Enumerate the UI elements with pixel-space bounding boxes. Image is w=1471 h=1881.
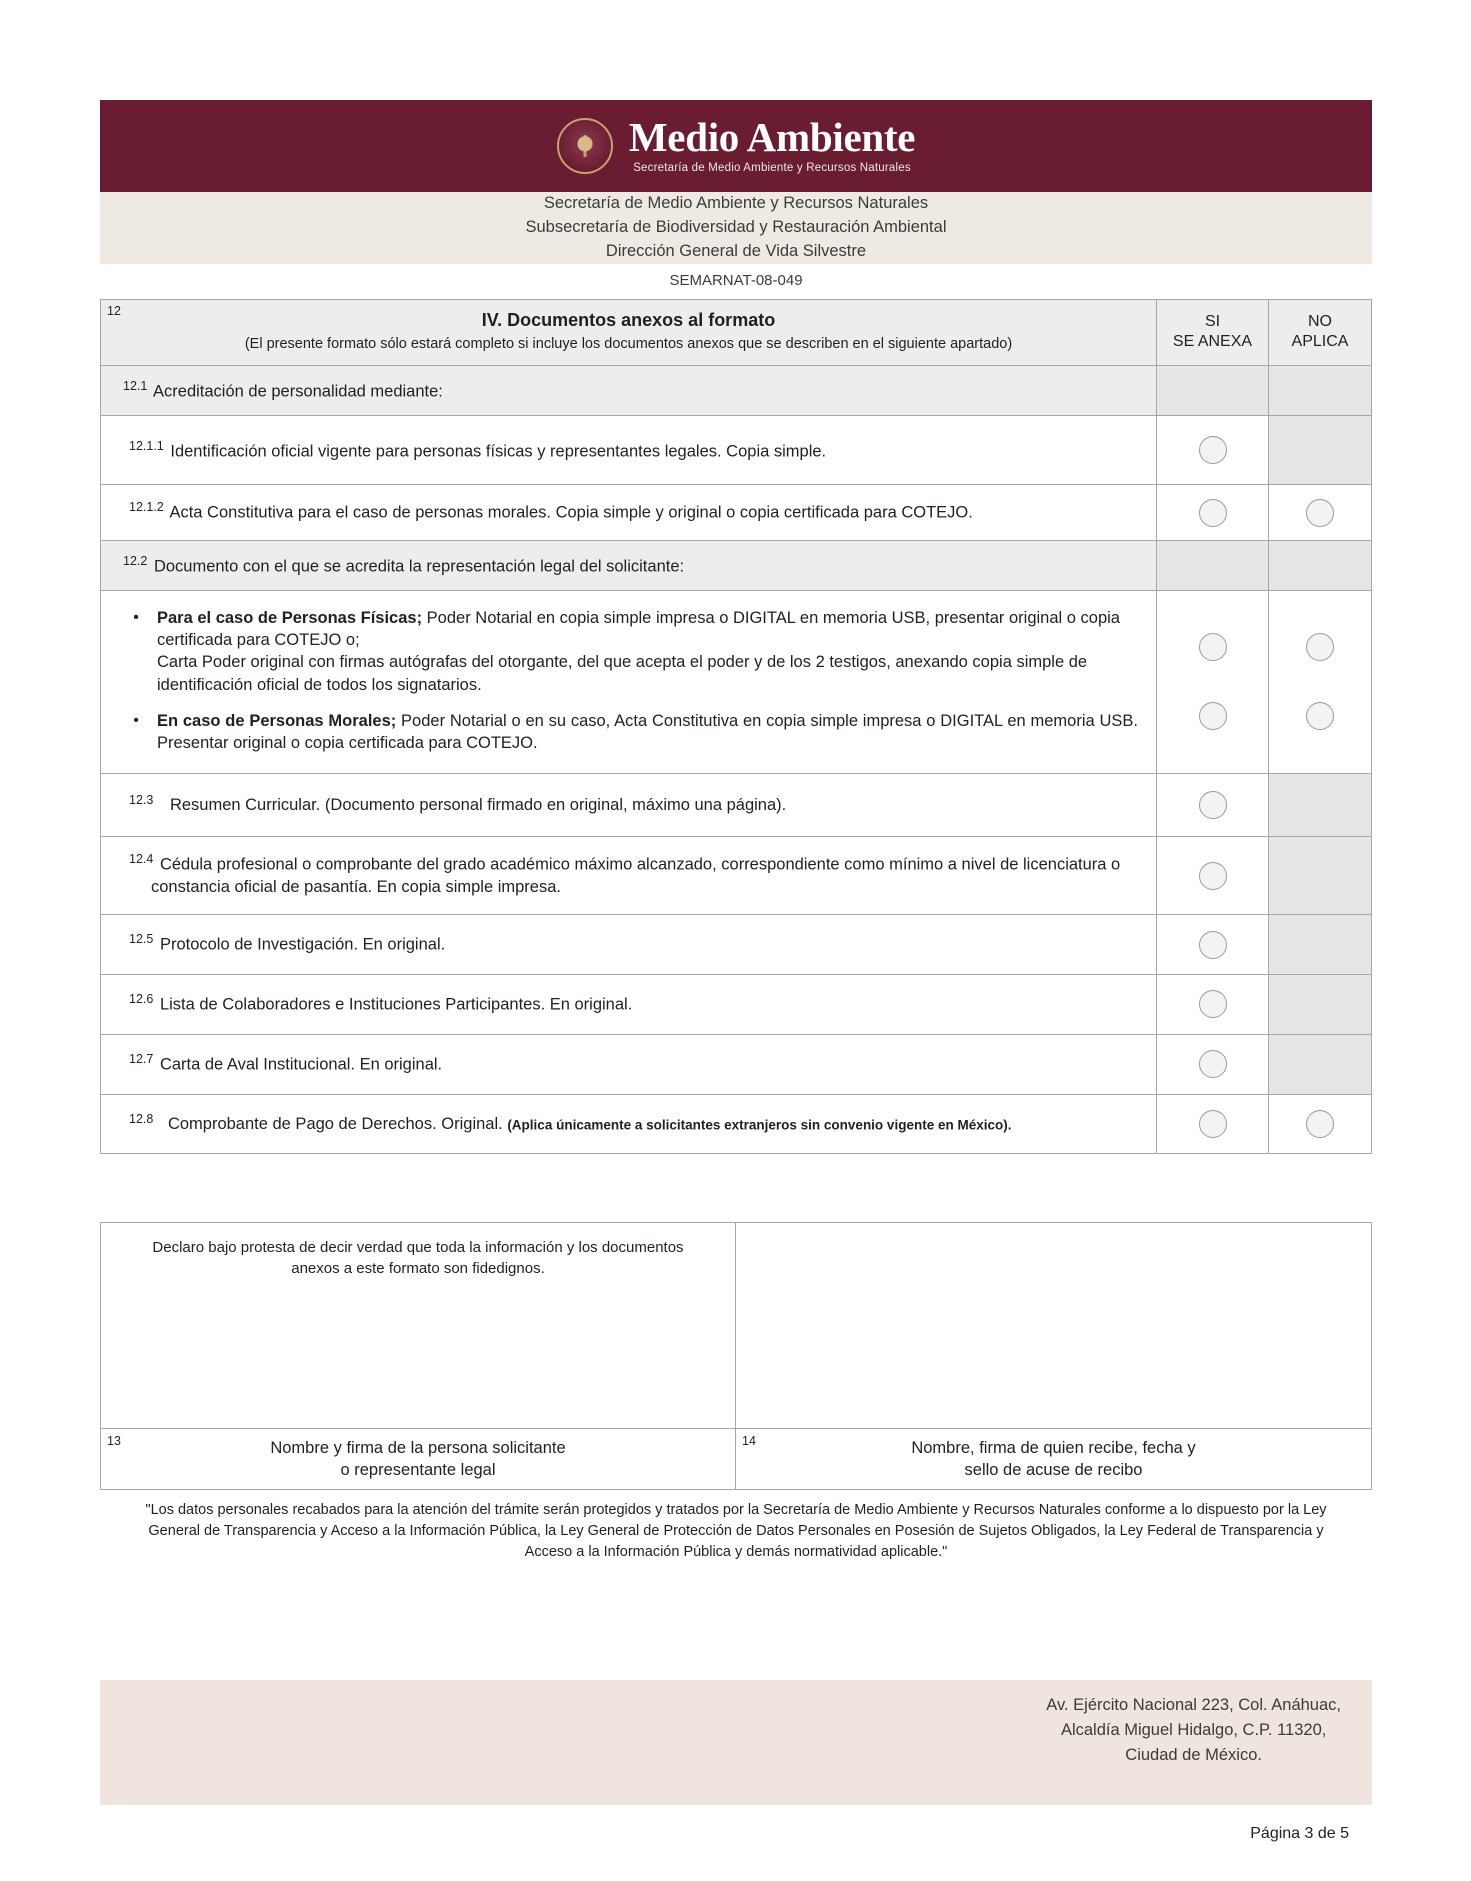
representation-bullet-list <box>129 605 1138 759</box>
row-12-6-label: Lista de Colaboradores e Instituciones Participantes. En original. <box>159 995 633 1014</box>
row-12-4-number: 12.4 <box>129 852 154 867</box>
checkbox-circle[interactable] <box>1199 791 1227 819</box>
checkbox-circle[interactable] <box>1306 633 1334 661</box>
field-number-14: 14 <box>742 1434 756 1448</box>
column-header-no <box>1268 300 1371 365</box>
table-row <box>101 591 1371 774</box>
checkbox-circle[interactable] <box>1199 499 1227 527</box>
table-row <box>101 774 1371 838</box>
representation-yes-cell[interactable] <box>1156 591 1268 773</box>
signature-label-receiver <box>736 1428 1371 1489</box>
row-12-1-2-yes-cell[interactable] <box>1156 485 1268 540</box>
table-row <box>101 975 1371 1035</box>
row-12-5-label: Protocolo de Investigación. En original. <box>159 935 446 954</box>
row-12-4-text <box>101 837 1156 914</box>
row-12-3-yes-cell[interactable] <box>1156 774 1268 837</box>
row-12-1-text <box>101 366 1156 415</box>
representation-no-cell[interactable] <box>1268 591 1371 773</box>
page-number: Página 3 de 5 <box>1250 1825 1349 1842</box>
signature-table <box>100 1222 1372 1490</box>
sworn-declaration-text: Declaro bajo protesta de decir verdad que toda la información y los documentos anexos a este formato son fidedignos. <box>152 1239 684 1277</box>
row-12-5-no-cell <box>1268 915 1371 974</box>
checkbox-circle[interactable] <box>1199 931 1227 959</box>
row-12-2-yes-cell <box>1156 541 1268 590</box>
row-12-3-label: Resumen Curricular. (Documento personal firmado en original, máximo una página). <box>169 796 787 815</box>
row-12-8-no-cell[interactable] <box>1268 1095 1371 1154</box>
row-12-1-no-cell <box>1268 366 1371 415</box>
table-note: (El presente formato sólo estará completo si incluye los documentos anexos que se describen en el siguiente apartado) <box>244 336 1013 353</box>
footer-address-line2: Alcaldía Miguel Hidalgo, C.P. 11320, <box>1060 1720 1327 1739</box>
row-12-1-1-no-cell <box>1268 416 1371 485</box>
brand-block <box>628 114 916 175</box>
row-12-4-yes-cell[interactable] <box>1156 837 1268 914</box>
bullet-2-text: Poder Notarial o en su caso, Acta Constitutiva en copia simple impresa o DIGITAL en memoria USB. Presentar original o copia certificada para COTEJO. <box>157 711 1138 753</box>
representation-no-circles <box>1306 591 1334 773</box>
row-12-8-bold-tail: (Aplica únicamente a solicitantes extranjeros sin convenio vigente en México). <box>507 1117 1012 1133</box>
org-line-3: Dirección General de Vida Silvestre <box>605 241 867 260</box>
list-item <box>129 710 1138 755</box>
row-12-1-1-text <box>101 416 1156 485</box>
checkbox-circle[interactable] <box>1199 1110 1227 1138</box>
row-12-3-text <box>101 774 1156 837</box>
representation-yes-circles <box>1199 591 1227 773</box>
bullet-1-bold: Para el caso de Personas Físicas; <box>157 608 423 627</box>
row-12-8-text <box>101 1095 1156 1154</box>
row-12-6-no-cell <box>1268 975 1371 1034</box>
bullet-1-text: Poder Notarial en copia simple impresa o DIGITAL en memoria USB, presentar original o copia certificada para COTEJO o; <box>157 608 1120 650</box>
bullet-dot-icon: • <box>133 711 139 729</box>
signature-label-applicant-line1: Nombre y firma de la persona solicitante <box>270 1438 566 1457</box>
row-12-1-yes-cell <box>1156 366 1268 415</box>
checkbox-circle[interactable] <box>1306 499 1334 527</box>
table-row <box>101 485 1371 541</box>
table-title: IV. Documentos anexos al formato <box>481 310 776 330</box>
org-line-1: Secretaría de Medio Ambiente y Recursos Naturales <box>543 194 929 213</box>
footer-address <box>1046 1693 1341 1767</box>
row-12-7-yes-cell[interactable] <box>1156 1035 1268 1094</box>
row-12-7-label: Carta de Aval Institucional. En original. <box>159 1055 443 1074</box>
checkbox-circle[interactable] <box>1199 633 1227 661</box>
row-12-2-no-cell <box>1268 541 1371 590</box>
bullet-1-body <box>157 607 1138 696</box>
column-header-yes-line1: SI <box>1204 312 1221 330</box>
row-12-8-label: Comprobante de Pago de Derechos. Original. <box>167 1115 508 1134</box>
bullet-1-text-2: Carta Poder original con firmas autógrafas del otorgante, del que acepta el poder y de los 2 testigos, anexando copia simple de identificación oficial de todos los signatarios. <box>157 653 1088 694</box>
column-header-yes <box>1156 300 1268 365</box>
checkbox-circle[interactable] <box>1199 436 1227 464</box>
row-12-1-2-no-cell[interactable] <box>1268 485 1371 540</box>
row-12-6-number: 12.6 <box>129 992 154 1007</box>
row-12-5-yes-cell[interactable] <box>1156 915 1268 974</box>
org-line-2: Subsecretaría de Biodiversidad y Restauración Ambiental <box>525 218 947 237</box>
masthead-inner <box>557 114 916 175</box>
checkbox-circle[interactable] <box>1199 990 1227 1018</box>
table-row <box>101 837 1371 915</box>
row-12-2-number: 12.2 <box>123 554 148 569</box>
signature-label-receiver-line2: sello de acuse de recibo <box>964 1461 1143 1479</box>
row-12-6-text <box>101 975 1156 1034</box>
checkbox-circle[interactable] <box>1306 1110 1334 1138</box>
column-header-yes-line2: SE ANEXA <box>1172 333 1253 351</box>
brand-title: Medio Ambiente <box>628 114 916 161</box>
table-row <box>101 1035 1371 1095</box>
row-12-7-number: 12.7 <box>129 1051 154 1066</box>
row-12-1-2-number: 12.1.2 <box>129 500 164 515</box>
checkbox-circle[interactable] <box>1199 1050 1227 1078</box>
checkbox-circle[interactable] <box>1199 862 1227 890</box>
row-12-7-no-cell <box>1268 1035 1371 1094</box>
national-coat-of-arms-icon <box>557 118 613 174</box>
row-12-8-number: 12.8 <box>129 1111 154 1126</box>
annexed-documents-table <box>100 299 1372 1154</box>
column-header-no-line1: NO <box>1308 312 1332 330</box>
row-12-3-no-cell <box>1268 774 1371 837</box>
masthead-banner <box>100 100 1372 192</box>
footer-address-line1: Av. Ejército Nacional 223, Col. Anáhuac, <box>1046 1696 1341 1714</box>
row-12-2-label: Documento con el que se acredita la representación legal del solicitante: <box>153 557 685 576</box>
field-number-13: 13 <box>107 1434 121 1448</box>
column-header-no-line2: APLICA <box>1291 333 1349 351</box>
row-12-4-label: Cédula profesional o comprobante del grado académico máximo alcanzado, correspondiente como mínimo a nivel de licenciatura o constancia oficial de pasantía. En copia simple impresa. <box>151 855 1121 897</box>
row-12-1-1-number: 12.1.1 <box>129 438 164 453</box>
row-12-7-text <box>101 1035 1156 1094</box>
bullet-2-body <box>157 710 1138 755</box>
organization-header <box>100 192 1372 264</box>
table-row <box>101 541 1371 591</box>
bullet-2-bold: En caso de Personas Morales; <box>157 711 397 730</box>
table-header-row <box>101 300 1371 366</box>
row-12-1-label: Acreditación de personalidad mediante: <box>153 382 443 401</box>
signature-cell-applicant <box>101 1223 736 1489</box>
row-12-5-number: 12.5 <box>129 932 154 947</box>
privacy-notice: "Los datos personales recabados para la atención del trámite serán protegidos y tratados por la Secretaría de Medio Ambiente y Recursos Naturales conforme a lo dispuesto por la Ley General de Transparencia y Acceso a la Información Pública, la Ley General de Protección de Datos Personales en Posesión de Sujetos Obligados, la Ley Federal de Transparencia y Acceso a la Información Pública y demás normatividad aplicable." <box>145 1502 1327 1561</box>
checkbox-circle[interactable] <box>1306 702 1334 730</box>
table-header-title-cell <box>101 300 1156 365</box>
table-row <box>101 1095 1371 1154</box>
list-item <box>129 607 1138 696</box>
row-12-5-text <box>101 915 1156 974</box>
row-12-4-no-cell <box>1268 837 1371 914</box>
row-12-1-2-text <box>101 485 1156 540</box>
signature-cell-receiver <box>736 1223 1371 1489</box>
row-12-1-number: 12.1 <box>123 378 148 393</box>
bullet-dot-icon: • <box>133 608 139 626</box>
table-row <box>101 366 1371 416</box>
row-12-8-yes-cell[interactable] <box>1156 1095 1268 1154</box>
row-12-6-yes-cell[interactable] <box>1156 975 1268 1034</box>
row-12-2-text <box>101 541 1156 590</box>
signature-label-receiver-line1: Nombre, firma de quien recibe, fecha y <box>911 1438 1196 1457</box>
brand-subtitle: Secretaría de Medio Ambiente y Recursos Naturales <box>633 162 911 175</box>
row-12-1-1-label: Identificación oficial vigente para personas físicas y representantes legales. Copia simple. <box>170 442 827 461</box>
row-12-1-2-label: Acta Constitutiva para el caso de personas morales. Copia simple y original o copia certificada para COTEJO. <box>169 503 973 522</box>
row-12-1-1-yes-cell[interactable] <box>1156 416 1268 485</box>
section-number: 12 <box>107 304 121 318</box>
form-code: SEMARNAT-08-049 <box>669 272 803 289</box>
footer-address-line3: Ciudad de México. <box>1125 1745 1262 1764</box>
table-row <box>101 915 1371 975</box>
signature-label-applicant-line2: o representante legal <box>340 1461 496 1479</box>
table-row <box>101 416 1371 486</box>
row-12-3-number: 12.3 <box>129 792 154 807</box>
checkbox-circle[interactable] <box>1199 702 1227 730</box>
representation-bullets-cell <box>101 591 1156 773</box>
signature-label-applicant <box>101 1428 735 1489</box>
